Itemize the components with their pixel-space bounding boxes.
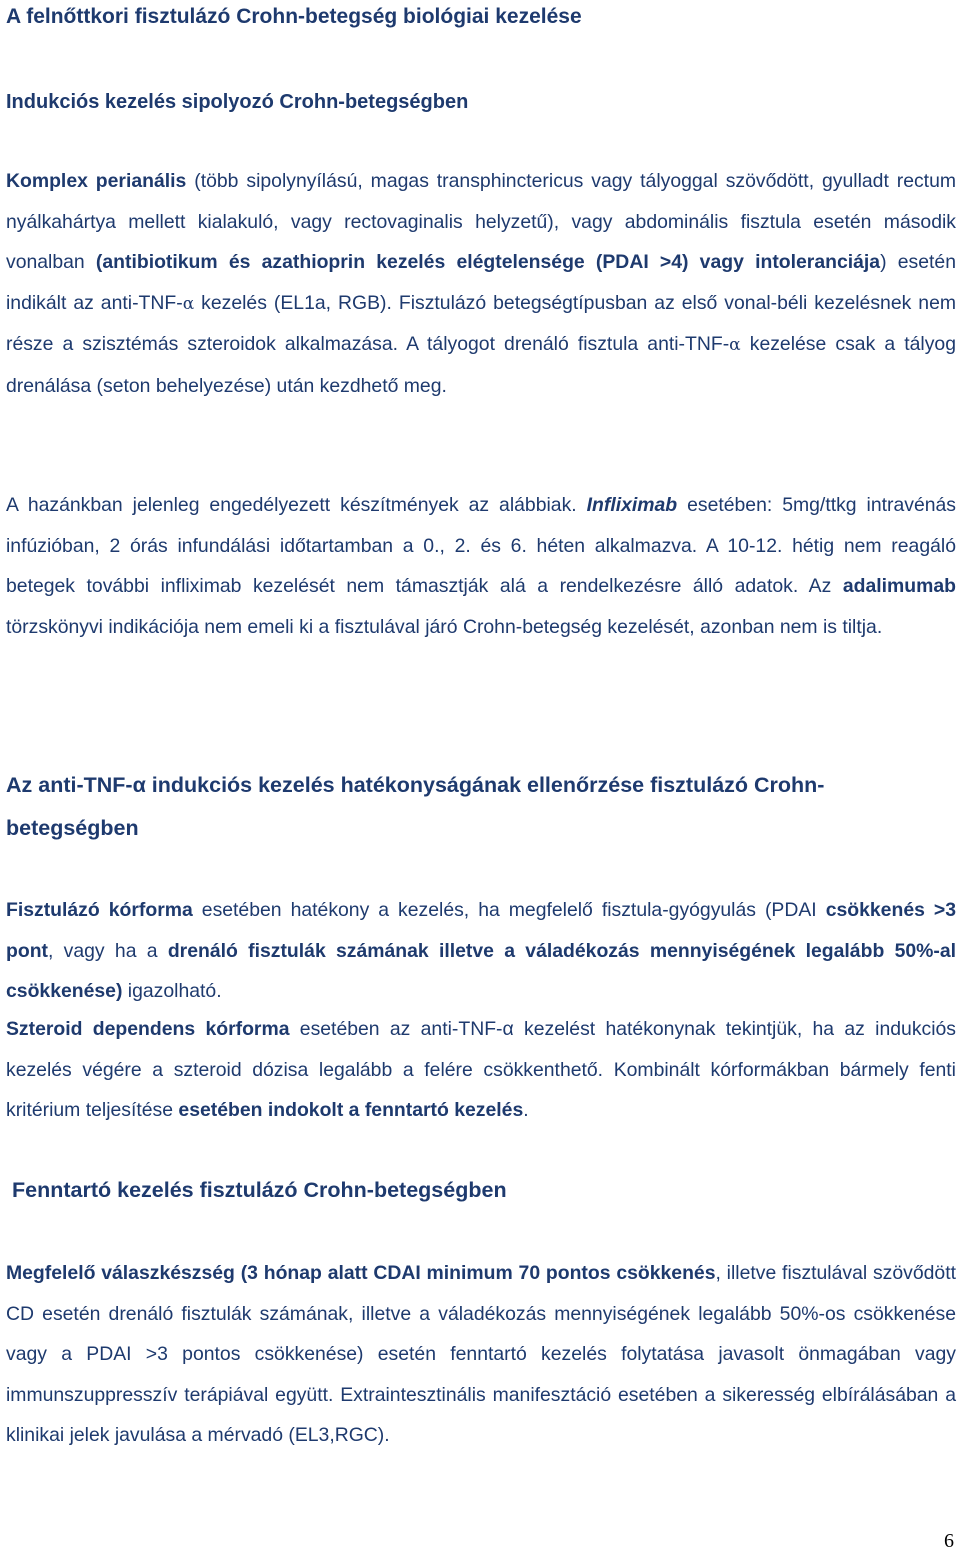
para3-text-2: , vagy ha a [48, 939, 168, 962]
para4-bold-1: Szteroid dependens kórforma [6, 1018, 290, 1040]
para5-bold-1: Megfelelő válaszkészség (3 hónap alatt CDAI minimum 70 pontos csökkenés [6, 1262, 716, 1284]
para2-text-2: esetében: 5mg/ttkg intravénás infúzióban, 2 órás infundálási időtartamban a 0., 2. és 6. héten alkalmazva. A 10-12. hétig nem reagáló betegek további infliximab kezelését nem támasztják alá a rendelkezésre álló adatok. Az [6, 494, 956, 597]
para1-text-3: kezelés (EL1a, RGB). Fisztulázó betegségtípusban az első vonal-béli kezelésnek nem része a szisztémás szteroidok alkalmazása. A tályogot drenáló fisztula anti-TNF- [6, 291, 957, 355]
para1-text-1: (több sipolynyílású, magas transphinctericus vagy tályoggal szövődött, gyulladt rectum nyálkahártya mellett kialakuló, vagy rectovaginalis helyzetű), vagy abdominális fisztula esetén második vonalban [6, 170, 957, 273]
para3-bold-1: Fisztulázó kórforma [6, 899, 193, 921]
para1-text-2: ) esetén indikált az anti-TNF- [6, 251, 956, 314]
infliximab-term: Infliximab [586, 494, 678, 516]
para1-bold-2: (antibiotikum és azathioprin kezelés elégtelensége (PDAI >4) vagy intoleranciája [95, 251, 881, 273]
para2-text-1: A hazánkban jelenleg engedélyezett készítmények az alábbiak. [6, 494, 587, 516]
para1-bold-1: Komplex perianális [6, 170, 187, 192]
maintenance-heading: Fenntartó kezelés fisztulázó Crohn-betegségben [12, 1178, 507, 1202]
para5-text-1: , illetve fisztulával szövődött CD esetén drenáló fisztulák számának, illetve a váladékozás mennyiségének legalább 50%-os csökkenése vagy a PDAI >3 pontos csökkenése) esetén fenntartó kezelés folytatása javasolt önmagában vagy immunszuppresszív terápiával együtt. Extraintesztinális manifesztáció esetében a sikeresség elbírálásában a klinikai jelek javulása a mérvadó (EL3,RGC). [6, 1262, 956, 1446]
fistula-efficacy-paragraph [6, 890, 956, 1012]
maintenance-paragraph [6, 1253, 956, 1456]
steroid-efficacy-paragraph [6, 1009, 956, 1131]
para4-text-2: . [523, 1099, 529, 1121]
para3-text-1: esetében hatékony a kezelés, ha megfelelő fisztula-gyógyulás (PDAI [192, 899, 826, 921]
alpha-symbol: α [182, 293, 195, 314]
efficacy-heading: Az anti-TNF-α indukciós kezelés hatékonyságának ellenőrzése fisztulázó Crohn-betegségben [6, 773, 825, 840]
page-number: 6 [944, 1530, 954, 1552]
para3-text-3: igazolható. [122, 980, 222, 1002]
para2-text-3: törzskönyvi indikációja nem emeli ki a fisztulával járó Crohn-betegség kezelését, azonban nem is tiltja. [6, 615, 883, 638]
alpha-symbol: α [729, 335, 741, 355]
para4-text-1: esetében az anti-TNF-α kezelést hatékonynak tekintjük, ha az indukciós kezelés végére a szteroid dózisa legalább a felére csökkenthető. Kombinált kórformákban bármely fenti kritérium teljesítése [6, 1018, 956, 1121]
induction-paragraph [6, 161, 956, 406]
para3-bold-3: drenáló fisztulák számának illetve a váladékozás mennyiségének legalább 50%-al csökkenése) [6, 939, 957, 1002]
induction-heading: Indukciós kezelés sipolyozó Crohn-betegségben [6, 91, 469, 113]
document-title: A felnőttkori fisztulázó Crohn-betegség biológiai kezelése [6, 5, 582, 28]
para3-bold-2: csökkenés >3 pont [6, 899, 956, 962]
para4-bold-2: esetében indokolt a fenntartó kezelés [178, 1099, 524, 1121]
adalimumab-term: adalimumab [842, 575, 956, 597]
para1-text-4: kezelése csak a tályog drenálása (seton behelyezése) után kezdhető meg. [6, 333, 956, 397]
products-paragraph [6, 485, 956, 647]
